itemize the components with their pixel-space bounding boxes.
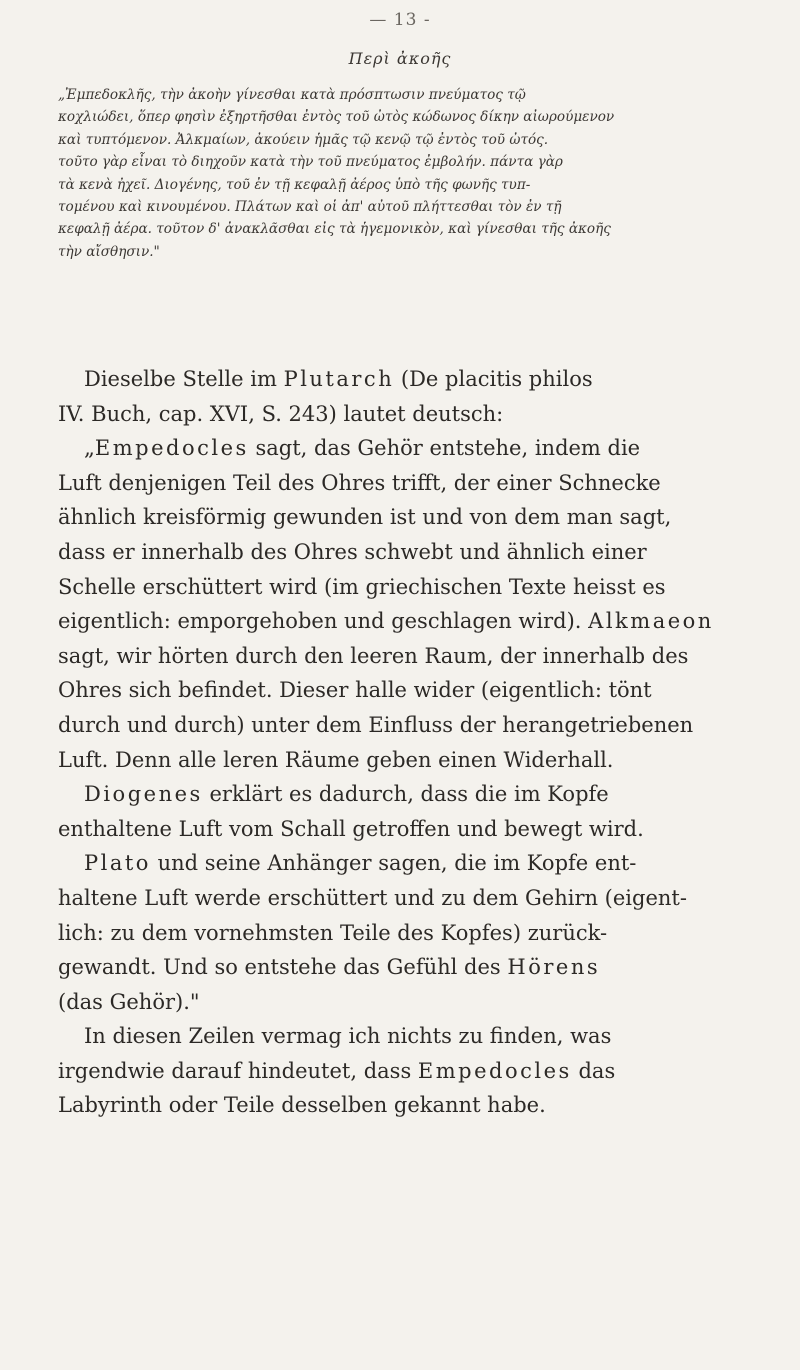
intro-text: (De placitis philos xyxy=(400,367,593,391)
greek-quotation xyxy=(58,84,748,263)
greek-line: τομένου καὶ κινουμένου. Πλάτων καὶ οἱ ἀπ' αὐτοῦ πλήττεσθαι τὸν ἐν τῇ xyxy=(58,199,562,216)
paragraph-line xyxy=(58,604,748,639)
name-plato: Plato xyxy=(84,851,151,876)
paragraph-text: sagt, das Gehör entstehe, indem die xyxy=(248,436,641,461)
paragraph-line xyxy=(58,1054,748,1089)
greek-line: καὶ τυπτόμενον. Ἀλκμαίων, ἀκούειν ἡμᾶς τῷ κενῷ τῷ ἐντὸς τοῦ ὠτός. xyxy=(58,131,549,148)
greek-line: τὰ κενὰ ἠχεῖ. Διογένης, τοῦ ἐν τῇ κεφαλῇ ἀέρος ὑπὸ τῆς φωνῆς τυπ- xyxy=(58,176,531,193)
quote-mark: „ xyxy=(84,436,95,461)
paragraph-line: lich: zu dem vornehmsten Teile des Kopfes) zurück- xyxy=(58,920,608,945)
name-alkmaeon: Alkmaeon xyxy=(588,609,714,634)
paragraph-line: enthaltene Luft vom Schall getroffen und bewegt wird. xyxy=(58,816,644,841)
name-empedocles: Empedocles xyxy=(94,436,249,461)
greek-section-heading: Περὶ ἀκοῆς xyxy=(348,49,452,68)
paragraph-line: Schelle erschüttert wird (im griechischen Texte heisst es xyxy=(58,574,666,599)
paragraph-line: Luft. Denn alle leren Räume geben einen Widerhall. xyxy=(58,747,614,772)
intro-line: IV. Buch, cap. XVI, S. 243) lautet deutsch: xyxy=(58,401,504,426)
author-plutarch: Plutarch xyxy=(283,367,395,391)
paragraph-line: In diesen Zeilen vermag ich nichts zu finden, was xyxy=(84,1024,612,1049)
paragraph-line: haltene Luft werde erschüttert und zu dem Gehirn (eigent- xyxy=(58,885,687,910)
name-empedocles: Empedocles xyxy=(417,1058,572,1083)
paragraph-text: und seine Anhänger sagen, die im Kopfe ent- xyxy=(150,851,637,876)
paragraph-line: Ohres sich befindet. Dieser halle wider (eigentlich: tönt xyxy=(58,678,652,703)
paragraph-line: Luft denjenigen Teil des Ohres trifft, der einer Schnecke xyxy=(58,470,661,495)
paragraph-line xyxy=(58,777,748,812)
paragraph-line xyxy=(58,431,748,466)
greek-line: „Ἐμπεδοκλῆς, τὴν ἀκοὴν γίνεσθαι κατὰ πρόσπτωσιν πνεύματος τῷ xyxy=(58,87,526,103)
paragraph-text: eigentlich: emporgehoben und geschlagen wird). xyxy=(58,609,582,634)
paragraph-text: das xyxy=(578,1058,616,1083)
paragraph-line: durch und durch) unter dem Einfluss der herangetriebenen xyxy=(58,712,694,737)
paragraph-text: erklärt es dadurch, dass die im Kopfe xyxy=(202,782,609,807)
german-translation xyxy=(58,362,748,1123)
greek-line: τὴν αἴσθησιν." xyxy=(58,243,160,260)
term-hoerens: Hörens xyxy=(507,955,601,980)
paragraph-line: sagt, wir hörten durch den leeren Raum, der innerhalb des xyxy=(58,643,689,668)
paragraph-text: gewandt. Und so entstehe das Gefühl des xyxy=(58,955,501,980)
name-diogenes: Diogenes xyxy=(84,782,203,807)
greek-line: κεφαλῇ ἀέρα. τοῦτον δ' ἀνακλᾶσθαι εἰς τὰ ἡγεμονικὸν, καὶ γίνεσθαι τῆς ἀκοῆς xyxy=(58,221,611,238)
paragraph-line xyxy=(58,950,748,985)
intro-line xyxy=(58,362,748,397)
paragraph-line: (das Gehör)." xyxy=(58,989,200,1014)
paragraph-line xyxy=(58,846,748,881)
paragraph-line: dass er innerhalb des Ohres schwebt und ähnlich einer xyxy=(58,539,647,564)
paragraph-line: ähnlich kreisförmig gewunden ist und von dem man sagt, xyxy=(58,505,672,530)
greek-line: κοχλιώδει, ὅπερ φησὶν ἐξηρτῆσθαι ἐντὸς τοῦ ὠτὸς κώδωνος δίκην αἰωρούμενον xyxy=(58,109,615,126)
paragraph-text: irgendwie darauf hindeutet, dass xyxy=(58,1058,412,1083)
page-number: — 13 - xyxy=(369,10,431,30)
greek-line: τοῦτο γὰρ εἶναι τὸ διηχοῦν κατὰ τὴν τοῦ πνεύματος ἐμβολήν. πάντα γὰρ xyxy=(58,154,563,171)
paragraph-line: Labyrinth oder Teile desselben gekannt habe. xyxy=(58,1093,546,1118)
intro-text: Dieselbe Stelle im xyxy=(84,367,277,391)
